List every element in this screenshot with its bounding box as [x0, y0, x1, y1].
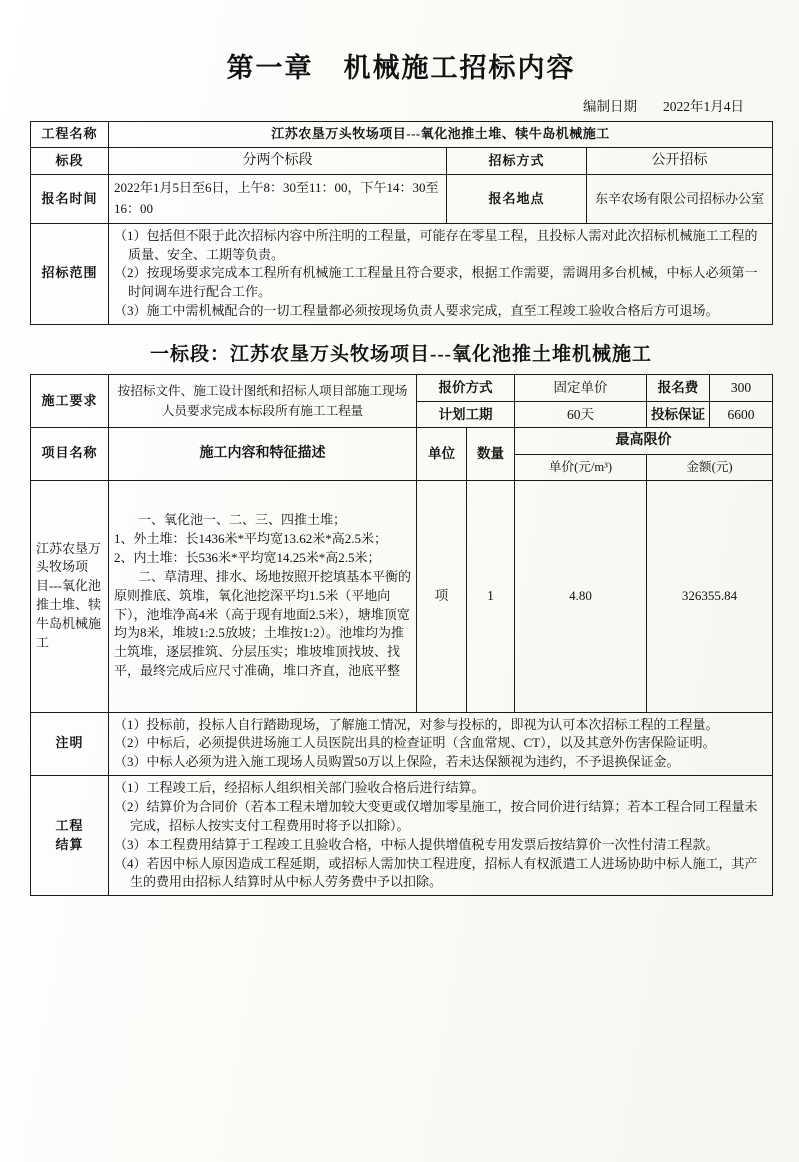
notes-value	[109, 712, 773, 776]
section-label: 标段	[31, 147, 109, 174]
note-item: （2）中标后，必须提供进场施工人员医院出具的检查证明（含血常规、CT），以及其意外伤害保险证明。	[114, 735, 716, 751]
settlement-item: （1）工程竣工后，经招标人组织相关部门验收合格后进行结算。	[114, 780, 485, 796]
requirement-label: 施工要求	[31, 374, 109, 427]
signup-fee-value: 300	[730, 379, 752, 395]
signup-time-value: 2022年1月5日至6日，上午8：30至11：00，下午14：30至16：00	[109, 175, 447, 224]
section-title: 一标段：江苏农垦万头牧场项目---氧化池推土堆机械施工	[150, 343, 652, 365]
bid-bond-value: 6600	[727, 406, 755, 422]
scope-label: 招标范围	[31, 223, 109, 324]
signup-place-value: 东辛农场有限公司招标办公室	[587, 175, 773, 224]
settlement-label-text: 工程 结算	[55, 817, 84, 852]
note-item: （3）中标人必须为进入施工现场人员购置50万以上保险，若未达保额视为违约，不予退换保证金。	[114, 754, 680, 770]
desc-line: 二、草清理、排水、场地按照开挖填基本平衡的原则推底、筑堆，氧化池挖深平均1.5米（平地向下），池堆净高4米（高于现有地面2.5米），塘堆顶宽均为8米，堆坡1:2.5放坡；土堆按1:2）。池堆均为推土筑堆，逐层推筑、分层压实；堆坡堆顶找坡、找平，最终完成后应尺寸准确，堆口齐直，池底平整	[114, 568, 412, 679]
signup-fee-label: 报名费	[647, 375, 710, 401]
bid-method-value: 公开招标	[587, 147, 773, 174]
max-price-label: 最高限价	[515, 428, 773, 455]
bid-bond-label: 投标保证	[647, 402, 710, 428]
header-table	[30, 121, 773, 325]
qty-label: 数量	[467, 428, 515, 481]
plan-period-value: 60天	[515, 401, 647, 428]
project-name-value: 江苏农垦万头牧场项目---氧化池推土堆、犊牛岛机械施工	[109, 122, 773, 148]
table-row	[31, 223, 773, 324]
table-row	[31, 428, 773, 455]
signup-time-label: 报名时间	[31, 175, 109, 224]
scope-item: （2）按现场要求完成本工程所有机械施工工程量且符合要求，根据工作需要，需调用多台机械，中标人必须第一时间调车进行配合工作。	[114, 265, 758, 300]
unit-price-label: 单价(元/m³)	[515, 455, 647, 480]
fixed-price-value: 固定单价	[515, 374, 647, 401]
table-row	[31, 147, 773, 174]
quote-method-label: 报价方式	[417, 374, 515, 401]
plan-period-label: 计划工期	[417, 401, 515, 428]
section-value: 分两个标段	[109, 147, 447, 174]
table-row	[31, 175, 773, 224]
row-unit-price: 4.80	[515, 480, 647, 712]
row-amount: 326355.84	[647, 480, 773, 712]
row-description	[109, 480, 417, 712]
note-item: （1）投标前，投标人自行踏勘现场，了解施工情况，对参与投标的，即视为认可本次招标工程的工程量。	[114, 716, 719, 732]
settlement-value	[109, 776, 773, 896]
table-row	[31, 374, 773, 401]
compile-date-label: 编制日期	[583, 99, 637, 114]
table-row	[31, 712, 773, 776]
table-row	[31, 122, 773, 148]
settlement-item: （2）结算价为合同价（若本工程未增加较大变更或仅增加零星施工，按合同价进行结算；若本工程合同工程量未完成，招标人按实支付工程费用时将予以扣除）。	[114, 799, 758, 833]
item-name-label: 项目名称	[31, 428, 109, 481]
signup-fee-cell	[647, 374, 773, 401]
compile-date-line	[30, 95, 772, 115]
desc-line: 一、氧化池一、二、三、四推土堆；	[138, 512, 347, 528]
table-row	[31, 480, 773, 712]
notes-label: 注明	[31, 712, 109, 776]
compile-date-value: 2022年1月4日	[663, 99, 744, 114]
requirement-value: 按招标文件、施工设计图纸和招标人项目部施工现场人员要求完成本标段所有施工工程量	[109, 374, 417, 427]
table-row	[31, 776, 773, 896]
scope-item: （1）包括但不限于此次招标内容中所注明的工程量，可能存在零星工程，且投标人需对此次招标机械施工工程的质量、安全、工期等负责。	[114, 227, 758, 262]
signup-place-label: 报名地点	[447, 175, 587, 224]
desc-line: 2、内土堆：长536米*平均宽14.25米*高2.5米；	[114, 550, 381, 566]
document-content	[30, 28, 772, 896]
settlement-item: （4）若因中标人原因造成工程延期，或招标人需加快工程进度，招标人有权派遣工人进场协助中标人施工，其产生的费用由招标人结算时从中标人劳务费中予以扣除。	[114, 855, 758, 890]
page-title	[30, 46, 772, 85]
unit-label: 单位	[417, 428, 467, 481]
amount-label: 金额(元)	[647, 455, 773, 480]
scope-item: （3）施工中需机械配合的一切工程量都必须按现场负责人要求完成，直至工程竣工验收合格后方可退场。	[114, 303, 719, 319]
row-item-name: 江苏农垦万头牧场项目---氧化池推土堆、犊牛岛机械施工	[31, 480, 109, 712]
title-name: 机械施工招标内容	[343, 53, 576, 83]
bid-method-label: 招标方式	[447, 147, 587, 174]
scope-value	[109, 223, 773, 324]
row-unit: 项	[417, 480, 467, 712]
title-chapter: 第一章	[226, 53, 314, 83]
settlement-label	[31, 776, 109, 896]
bid-bond-cell	[647, 401, 773, 428]
desc-line: 1、外土堆：长1436米*平均宽13.62米*高2.5米；	[114, 531, 388, 547]
settlement-item: （3）本工程费用结算于工程竣工且验收合格，中标人提供增值税专用发票后按结算价一次性付清工程款。	[114, 836, 719, 852]
project-name-label: 工程名称	[31, 122, 109, 148]
content-label: 施工内容和特征描述	[109, 428, 417, 481]
main-bid-table	[30, 374, 773, 896]
row-qty: 1	[467, 480, 515, 712]
